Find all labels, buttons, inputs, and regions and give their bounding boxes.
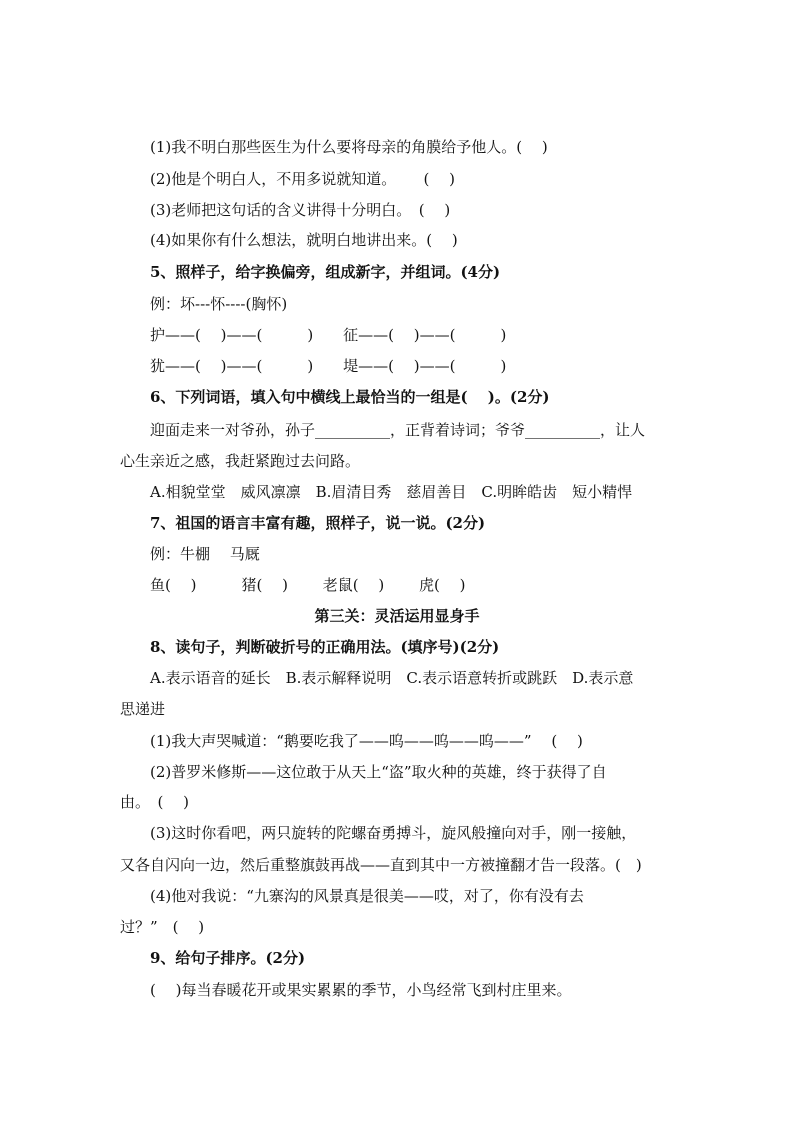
q6-title: 6、下列词语，填入句中横线上最恰当的一组是( )。(2分) [150,388,550,406]
q4-item-2: (2)他是个明白人，不用多说就知道。 ( ) [150,170,455,188]
q9-title: 9、给句子排序。(2分) [150,949,306,967]
q8-options-line-1: A.表示语音的延长 B.表示解释说明 C.表示语意转折或跳跃 D.表示意 [150,669,634,687]
q8-item-3-line-1: (3)这时你看吧，两只旋转的陀螺奋勇搏斗，旋风般撞向对手，刚一接触， [150,824,637,842]
q6-options: A.相貌堂堂 威风凛凛 B.眉清目秀 慈眉善目 C.明眸皓齿 短小精悍 [150,483,633,501]
q8-item-1: (1)我大声哭喊道：“鹅要吃我了——呜——呜——呜——” ( ) [150,732,583,750]
section-3-title: 第三关：灵活运用显身手 [314,607,480,625]
q5-row-2: 犹——( )——( ) 堤——( )——( ) [150,357,507,375]
q5-example: 例：坏---怀----(胸怀) [150,295,288,313]
q8-options-line-2: 思递进 [120,700,166,718]
q8-item-4-line-1: (4)他对我说：“九寨沟的风景真是很美——哎，对了，你有没有去 [150,887,584,905]
q8-item-2-line-1: (2)普罗米修斯——这位敢于从天上“盗”取火种的英雄，终于获得了自 [150,763,607,781]
q7-row: 鱼( ) 猪( ) 老鼠( ) 虎( ) [150,576,466,594]
q8-item-4-line-2: 过？” ( ) [120,918,205,936]
q4-item-4: (4)如果你有什么想法，就明白地讲出来。( ) [150,231,458,249]
q5-row-1: 护——( )——( ) 征——( )——( ) [150,326,507,344]
q7-example: 例：牛棚 马厩 [150,545,260,563]
q8-item-3-line-2: 又各自闪向一边，然后重整旗鼓再战——直到其中一方被撞翻才告一段落。( ) [120,856,642,874]
q8-title: 8、读句子，判断破折号的正确用法。(填序号)(2分) [150,638,500,656]
q6-sentence-line-2: 心生亲近之感，我赶紧跑过去问路。 [120,452,361,470]
q4-item-1: (1)我不明白那些医生为什么要将母亲的角膜给予他人。( ) [150,138,548,156]
q6-sentence-line-1: 迎面走来一对爷孙，孙子__________，正背着诗词；爷爷__________，让人 [150,421,646,439]
q7-title: 7、祖国的语言丰富有趣，照样子，说一说。(2分) [150,514,486,532]
q4-item-3: (3)老师把这句话的含义讲得十分明白。 ( ) [150,201,451,219]
q9-item-1: ( )每当春暖花开或果实累累的季节，小鸟经常飞到村庄里来。 [150,981,572,999]
q8-item-2-line-2: 由。 ( ) [120,793,189,811]
q5-title: 5、照样子，给字换偏旁，组成新字，并组词。(4分) [150,263,501,281]
